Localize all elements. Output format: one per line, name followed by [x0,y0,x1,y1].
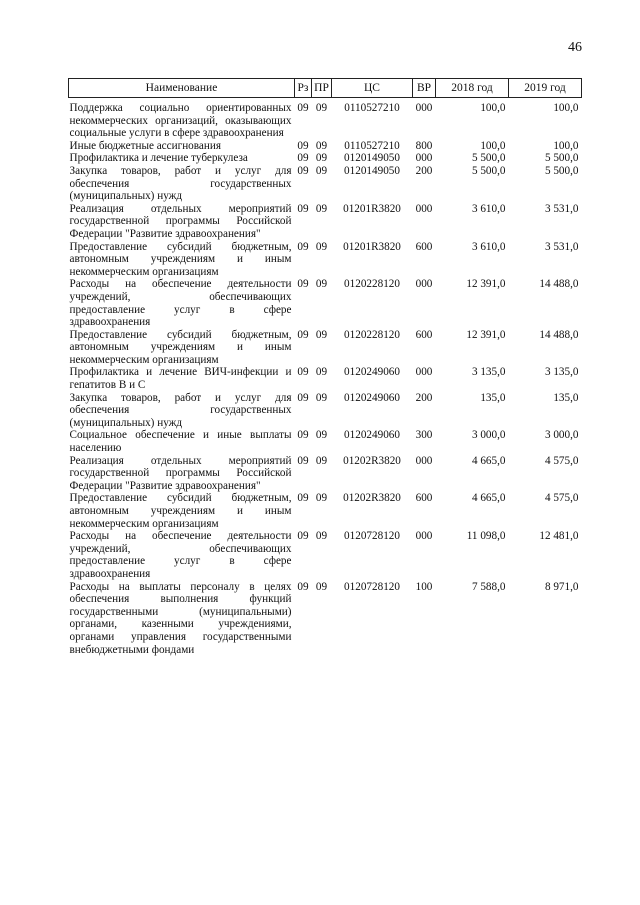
row-rz: 09 [297,152,309,165]
row-pr: 09 [315,429,328,442]
table-row [69,278,582,328]
row-pr: 09 [315,164,328,177]
row-pr: 09 [315,102,328,114]
row-pr: 09 [315,202,328,215]
header-rz: Рз [295,79,312,98]
header-vr: ВР [413,79,436,98]
table-header-row [69,79,582,98]
row-pr: 09 [315,328,328,341]
row-pr: 09 [315,580,328,593]
row-2018: 3 135,0 [471,366,506,379]
row-2018: 5 500,0 [471,164,506,177]
row-name: Профилактика и лечение туберкулеза [69,152,248,165]
row-2018: 3 000,0 [471,429,506,442]
row-2019: 3 531,0 [544,240,579,253]
row-2018: 5 500,0 [471,152,506,165]
header-2019: 2019 год [509,79,582,98]
row-rz: 09 [297,328,309,341]
row-name: Профилактика и лечение ВИЧ-инфекции и гепатитов В и С [69,366,292,392]
row-rz: 09 [297,164,309,177]
header-cs: ЦС [332,79,413,98]
row-2018: 100,0 [480,139,506,152]
row-2018: 4 665,0 [471,492,506,505]
table-row [69,241,582,279]
row-2018: 135,0 [480,391,506,404]
row-cs: 01202R3820 [343,454,401,467]
row-vr: 200 [415,391,433,404]
row-rz: 09 [297,366,309,379]
row-name: Социальное обеспечение и иные выплаты населению [69,429,292,455]
row-rz: 09 [297,391,309,404]
row-name: Реализация отдельных мероприятий государственной программы Российской Федерации "Развитие здравоохранения" [69,454,292,492]
row-cs: 0120249060 [344,429,400,442]
row-2018: 4 665,0 [471,454,506,467]
table-row [69,492,582,530]
row-rz: 09 [297,580,309,593]
row-vr: 300 [415,429,433,442]
row-vr: 000 [415,102,433,114]
row-rz: 09 [297,530,309,543]
row-2018: 3 610,0 [471,202,506,215]
row-2018: 12 391,0 [466,278,506,291]
row-cs: 0120249060 [344,391,400,404]
row-pr: 09 [315,366,328,379]
row-2019: 3 135,0 [544,366,579,379]
budget-table [68,78,582,656]
row-2019: 135,0 [553,391,579,404]
table-row [69,152,582,165]
row-pr: 09 [315,391,328,404]
row-pr: 09 [315,278,328,291]
row-pr: 09 [315,139,328,152]
table-row [69,530,582,580]
row-rz: 09 [297,492,309,505]
row-2018: 12 391,0 [466,328,506,341]
row-2019: 12 481,0 [539,530,579,543]
row-cs: 0120728120 [344,530,400,543]
header-name: Наименование [69,79,295,98]
row-rz: 09 [297,278,309,291]
row-name: Закупка товаров, работ и услуг для обеспечения государственных (муниципальных) нужд [69,391,292,429]
row-vr: 600 [415,240,433,253]
row-rz: 09 [297,139,309,152]
row-name: Расходы на обеспечение деятельности учреждений, обеспечивающих предоставление услуг в сфере здравоохранения [69,530,292,580]
row-name: Предоставление субсидий бюджетным, автономным учреждениям и иным некоммерческим организациям [69,240,292,278]
row-rz: 09 [297,240,309,253]
row-2019: 3 000,0 [544,429,579,442]
row-cs: 0120228120 [344,278,400,291]
table-row [69,366,582,391]
row-2019: 4 575,0 [544,454,579,467]
row-vr: 000 [415,366,433,379]
row-2018: 7 588,0 [471,580,506,593]
row-name: Предоставление субсидий бюджетным, автономным учреждениям и иным некоммерческим организациям [69,328,292,366]
row-2019: 14 488,0 [539,328,579,341]
row-2019: 4 575,0 [544,492,579,505]
table-row [69,392,582,430]
row-name: Иные бюджетные ассигнования [69,139,221,152]
page-number: 46 [568,40,582,55]
table-row [69,140,582,153]
table-row [69,581,582,657]
row-2019: 5 500,0 [544,164,579,177]
row-2018: 3 610,0 [471,240,506,253]
row-vr: 800 [415,139,433,152]
row-vr: 200 [415,164,433,177]
row-cs: 0110527210 [344,139,400,152]
header-pr: ПР [312,79,332,98]
row-cs: 0120728120 [344,580,400,593]
row-pr: 09 [315,454,328,467]
table-row [69,102,582,140]
table-row [69,455,582,493]
row-pr: 09 [315,530,328,543]
row-name: Закупка товаров, работ и услуг для обеспечения государственных (муниципальных) нужд [69,164,292,203]
row-2019: 100,0 [553,102,579,114]
row-rz: 09 [297,202,309,215]
row-vr: 600 [415,328,433,341]
row-name: Реализация отдельных мероприятий государственной программы Российской Федерации "Развитие здравоохранения" [69,202,292,240]
row-name: Расходы на обеспечение деятельности учреждений, обеспечивающих предоставление услуг в сфере здравоохранения [69,278,292,329]
row-name: Поддержка социально ориентированных некоммерческих организаций, оказывающих социальные услуги в сфере здравоохранения [69,102,292,140]
table-row [69,429,582,454]
table-row [69,329,582,367]
row-2019: 100,0 [553,139,579,152]
table-body [69,98,582,657]
row-cs: 01201R3820 [343,240,401,253]
row-name: Предоставление субсидий бюджетным, автономным учреждениям и иным некоммерческим организациям [69,492,292,530]
row-rz: 09 [297,102,309,114]
row-vr: 000 [415,454,433,467]
row-cs: 0110527210 [344,102,400,114]
table-row [69,165,582,203]
row-rz: 09 [297,429,309,442]
row-2019: 3 531,0 [544,202,579,215]
row-pr: 09 [315,152,328,165]
row-cs: 0120249060 [344,366,400,379]
row-rz: 09 [297,454,309,467]
table-row [69,203,582,241]
row-cs: 0120149050 [344,164,400,177]
row-vr: 000 [415,202,433,215]
row-2019: 14 488,0 [539,278,579,291]
row-cs: 01201R3820 [343,202,401,215]
row-2018: 100,0 [480,102,506,114]
row-vr: 000 [415,530,433,543]
row-vr: 000 [415,152,433,165]
row-cs: 0120149050 [344,152,400,165]
row-vr: 600 [415,492,433,505]
row-cs: 01202R3820 [343,492,401,505]
header-2018: 2018 год [436,79,509,98]
row-name: Расходы на выплаты персоналу в целях обеспечения выполнения функций государственными (муниципальными) органами, казенными учреждениями, органами управления государственными внебюджетными фондами [69,580,292,656]
row-2019: 5 500,0 [544,152,579,165]
row-2019: 8 971,0 [544,580,579,593]
row-pr: 09 [315,240,328,253]
row-2018: 11 098,0 [466,530,506,543]
row-vr: 100 [415,580,433,593]
row-vr: 000 [415,278,433,291]
row-cs: 0120228120 [344,328,400,341]
row-pr: 09 [315,492,328,505]
